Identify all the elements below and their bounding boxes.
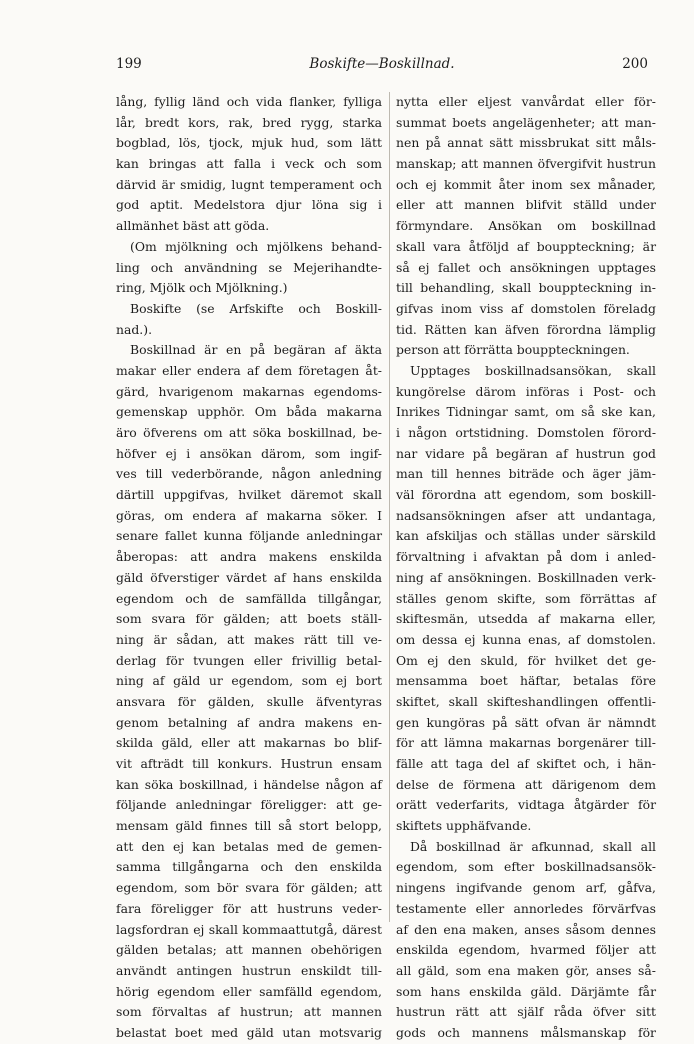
text-line: ling och användning se Mejerihandte- <box>116 259 382 275</box>
text-line: fälle att taga del af skiftet och, i hän- <box>396 756 656 771</box>
text-line: all gäld, som ena maken gör, anses så- <box>396 962 656 978</box>
text-line: samma tillgångarna och den enskilda <box>116 859 382 875</box>
text-line: vit afträdt till konkurs. Hustrun ensam <box>116 756 382 771</box>
text-line: kungörelse därom införas i Post- och <box>396 383 656 399</box>
text-line: gälden betalas; att mannen obehörigen <box>116 942 382 958</box>
text-line: gen kungöras på sätt ofvan är nämndt <box>396 714 656 730</box>
text-line: mensam gäld finnes till så stort belopp, <box>116 818 382 834</box>
text-line: höfver ej i ansökan därom, som ingif- <box>116 445 382 461</box>
text-line: egendom, som efter boskillnadsansök- <box>396 859 656 875</box>
text-line: och ej kommit åter inom sex månader, <box>396 176 656 192</box>
text-line: derlag för tvungen eller frivillig betal- <box>116 652 382 668</box>
text-line: man till hennes biträde och äger jäm- <box>396 466 656 482</box>
text-line: skiftesmän, utsedda af makarna eller, <box>396 611 656 627</box>
text-line: användt antingen hustrun enskildt till- <box>116 962 382 978</box>
text-line: fara föreligger för att hustruns veder- <box>116 900 382 916</box>
text-line: nar vidare på begäran af hustrun god <box>396 445 656 461</box>
text-line: därvid är smidig, lugnt temperament och <box>116 176 382 192</box>
text-line: kan bringas att falla i veck och som <box>116 156 382 172</box>
text-line: kan afskiljas och ställas under särskild <box>396 528 656 544</box>
text-line: skall vara åtföljd af bouppteckning; är <box>396 238 656 254</box>
text-line: nytta eller eljest vanvårdat eller för- <box>396 94 656 109</box>
text-line: testamente eller annorledes förvärfvas <box>396 900 656 916</box>
text-line: allmänhet bäst att göda. <box>116 218 270 234</box>
text-line: därtill uppgifvas, hvilket däremot skall <box>116 487 382 503</box>
column-divider <box>389 92 390 922</box>
text-line: tid. Rätten kan äfven förordna lämplig <box>396 321 656 337</box>
text-line: Inrikes Tidningar samt, om så ske kan, <box>396 404 656 420</box>
text-line: nen på annat sätt missbrukat sitt måls- <box>396 135 656 151</box>
text-line: nad.). <box>116 321 153 337</box>
text-line: ningens ingifvande genom arf, gåfva, <box>396 880 656 896</box>
left-column-lines <box>116 92 382 1044</box>
right-column <box>396 92 656 1040</box>
text-line: Boskillnad är en på begäran af äkta <box>130 342 382 358</box>
text-line: enskilda egendom, hvarmed följer att <box>396 942 656 958</box>
text-line: ning är sådan, att makes rätt till ve- <box>116 631 382 647</box>
text-line: gärd, hvarigenom makarnas egendoms- <box>116 383 382 399</box>
text-line: gäld öfverstiger värdet af hans enskilda <box>116 569 382 585</box>
text-line: belastat boet med gäld utan motsvarig <box>116 1024 382 1040</box>
text-line: af den ena maken, anses såsom dennes <box>396 921 656 937</box>
text-line: följande anledningar föreligger: att ge- <box>116 797 382 813</box>
text-line: gifvas inom viss af domstolen föreladg <box>396 300 656 316</box>
text-line: ning af gäld ur egendom, som ej bort <box>116 673 382 689</box>
text-line: i någon ortstidning. Domstolen förord- <box>396 425 656 440</box>
text-line: mensamma boet häftar, betalas före <box>396 673 656 689</box>
text-line: Om ej den skuld, för hvilket det ge- <box>396 652 656 668</box>
text-line: så ej fallet och ansökningen upptages <box>396 259 656 275</box>
text-line: Boskifte (se Arfskifte och Boskill- <box>130 300 382 316</box>
text-line: summat boets angelägenheter; att man- <box>396 114 656 130</box>
text-line: eller att mannen blifvit ställd under <box>396 197 656 213</box>
text-line: Då boskillnad är afkunnad, skall all <box>410 838 656 854</box>
text-line: ves till vederbörande, någon anledning <box>116 466 382 482</box>
text-line: åberopas: att andra makens enskilda <box>116 549 382 565</box>
page-number-right: 200 <box>622 56 648 72</box>
text-line: att den ej kan betalas med de gemen- <box>116 838 382 854</box>
text-line: egendom, som bör svara för gälden; att <box>116 880 382 896</box>
text-line: som förvaltas af hustrun; att mannen <box>116 1004 382 1020</box>
text-line: kan söka boskillnad, i händelse någon af <box>116 776 382 792</box>
text-line: skilda gäld, eller att makarnas bo blif- <box>116 735 382 751</box>
text-line: makar eller endera af dem företagen åt- <box>116 362 382 378</box>
text-line: Upptages boskillnadsansökan, skall <box>410 362 656 378</box>
text-line: delse de förmena att därigenom dem <box>396 776 656 792</box>
text-line: förvaltning i afvaktan på dom i anled- <box>396 549 656 565</box>
text-line: gemenskap upphör. Om båda makarna <box>116 404 382 420</box>
running-title: Boskifte—Boskillnad. <box>309 56 455 72</box>
text-line: som hans enskilda gäld. Därjämte får <box>396 983 656 999</box>
text-line: bogblad, lös, tjock, mjuk hud, som lätt <box>116 135 382 151</box>
page-number-left: 199 <box>116 56 142 72</box>
text-line: manskap; att mannen öfvergifvit hustrun <box>396 156 656 172</box>
text-line: nadsansökningen afser att undantaga, <box>396 507 656 523</box>
text-line: (Om mjölkning och mjölkens behand- <box>130 238 382 254</box>
text-line: hustrun rätt att själf råda öfver sitt <box>396 1004 656 1020</box>
text-line: egendom och de samfällda tillgångar, <box>116 590 382 606</box>
text-line: ställes genom skifte, som förrättas af <box>396 590 656 606</box>
text-line: som svara för gälden; att boets ställ- <box>116 611 382 627</box>
right-column-lines <box>396 92 656 1044</box>
text-line: till behandling, skall bouppteckning in- <box>396 280 656 296</box>
text-line: förmyndare. Ansökan om boskillnad <box>396 218 656 234</box>
text-line: äro öfverens om att söka boskillnad, be- <box>116 425 382 440</box>
text-line: lår, bredt kors, rak, bred rygg, starka <box>116 114 382 130</box>
text-line: om dessa ej kunna enas, af domstolen. <box>396 631 656 647</box>
text-line: genom betalning af andra makens en- <box>116 714 382 730</box>
text-line: senare fallet kunna följande anledningar <box>116 528 382 544</box>
text-line: orätt vederfarits, vidtaga åtgärder för <box>396 797 656 813</box>
text-line: väl förordna att egendom, som boskill- <box>396 487 656 503</box>
text-line: ansvara för gälden, skulle äfventyras <box>116 693 382 709</box>
text-line: göras, om endera af makarna söker. I <box>116 507 382 523</box>
left-column <box>116 92 382 1040</box>
text-line: skiftet, skall skifteshandlingen offentli- <box>396 693 656 709</box>
text-line: ning af ansökningen. Boskillnaden verk- <box>396 569 656 585</box>
text-line: god aptit. Medelstora djur löna sig i <box>116 197 382 213</box>
text-line: gods och mannens målsmanskap för <box>396 1024 656 1040</box>
text-line: lång, fyllig länd och vida flanker, fylliga <box>116 94 382 109</box>
text-line: för att lämna makarnas borgenärer till- <box>396 735 656 751</box>
text-line: hörig egendom eller samfälld egendom, <box>116 983 382 999</box>
page-header <box>116 56 648 76</box>
text-line: skiftets upphäfvande. <box>396 818 532 834</box>
text-line: person att förrätta bouppteckningen. <box>396 342 630 358</box>
text-line: ring, Mjölk och Mjölkning.) <box>116 280 288 296</box>
text-line: lagsfordran ej skall kommaattutgå, därest <box>116 921 382 937</box>
